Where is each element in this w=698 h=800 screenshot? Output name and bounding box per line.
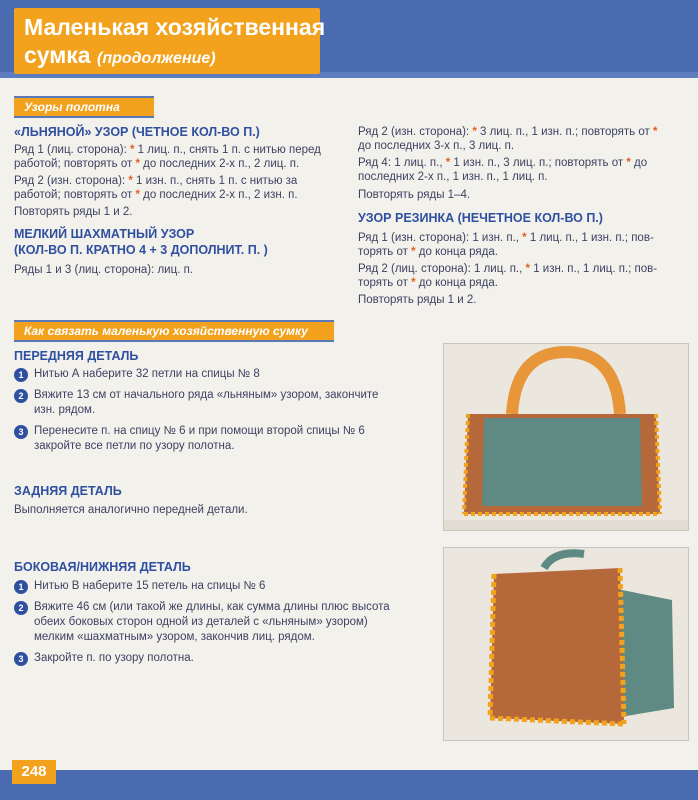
text: 1 изн. п., снять 1 п. с нитью за: [132, 175, 298, 187]
section-label-howto: Как связать маленькую хозяйственную сумку: [14, 322, 334, 340]
bag-front-illustration: [444, 344, 688, 530]
text: Ряд 1 (изн. сторона): 1 изн. п.,: [358, 232, 523, 244]
section-bar-howto: [14, 320, 334, 342]
page-title: Маленькая хозяйственная: [24, 14, 326, 40]
star-mark: *: [626, 157, 631, 169]
checker-repeat: Повторять ряды 1–4.: [358, 189, 471, 201]
step-number: 3: [14, 425, 28, 439]
front-step1: Нитью А наберите 32 петли на спицы № 8: [34, 368, 260, 380]
text: Ряд 4: 1 лиц. п.,: [358, 157, 446, 169]
step-number: 1: [14, 580, 28, 594]
front-step2-cont: изн. рядом.: [34, 404, 96, 416]
text: до конца ряда.: [415, 246, 498, 258]
bag-front-photo: [443, 343, 689, 531]
text: Ряд 2 (изн. сторона):: [14, 175, 129, 187]
star-mark: *: [411, 246, 416, 258]
star-mark: *: [472, 126, 477, 138]
star-mark: *: [652, 126, 658, 138]
text: 3 лиц. п., 1 изн. п.; повторять от: [476, 126, 653, 138]
front-heading: ПЕРЕДНЯЯ ДЕТАЛЬ: [14, 349, 139, 363]
side-step2: Вяжите 46 см (или такой же длины, как сумма длины плюс высота: [34, 601, 390, 613]
page-title-line2: [24, 42, 216, 69]
side-step1: Нитью В наберите 15 петель на спицы № 6: [34, 580, 266, 592]
text: до конца ряда.: [415, 277, 498, 289]
star-mark: *: [411, 277, 416, 289]
rib-row2-cont: [358, 276, 498, 291]
star-mark: *: [445, 157, 451, 169]
rib-heading: УЗОР РЕЗИНКА (НЕЧЕТНОЕ КОЛ-ВО П.): [358, 211, 603, 225]
linen-heading: «ЛЬНЯНОЙ» УЗОР (ЧЕТНОЕ КОЛ-ВО П.): [14, 125, 260, 139]
text: торять от: [358, 277, 412, 289]
front-step3: Перенесите п. на спицу № 6 и при помощи второй спицы № 6: [34, 425, 365, 437]
checker-row2: [358, 125, 657, 140]
linen-row1: [14, 143, 321, 158]
page-subtitle: (продолжение): [97, 50, 216, 67]
step-number: 3: [14, 652, 28, 666]
text: торять от: [358, 246, 412, 258]
side-step2-cont: обеих боковых сторон одной из деталей с «льняным» узором): [34, 616, 368, 628]
text: до последних 2-х п., 2 лиц. п.: [139, 158, 300, 170]
section-label-patterns: Узоры полотна: [14, 98, 154, 116]
step-number: 1: [14, 368, 28, 382]
checker-row2-cont: до последних 3-х п., 3 лиц. п.: [358, 140, 515, 152]
front-step3-cont: закройте все петли по узору полотна.: [34, 440, 235, 452]
text: 1 лиц. п., снять 1 п. с нитью перед: [134, 144, 321, 156]
page-number: 248: [12, 760, 56, 784]
rib-repeat: Повторять ряды 1 и 2.: [358, 294, 477, 306]
checker-row4-cont: последних 2-х п., 1 изн. п., 1 лиц. п.: [358, 171, 548, 183]
checker-rows13: Ряды 1 и 3 (лиц. сторона): лиц. п.: [14, 264, 194, 276]
star-mark: *: [135, 158, 140, 170]
linen-row2-cont: [14, 188, 298, 203]
text: работой; повторять от: [14, 158, 136, 170]
step-number: 2: [14, 601, 28, 615]
star-mark: *: [130, 144, 135, 156]
side-heading: БОКОВАЯ/НИЖНЯЯ ДЕТАЛЬ: [14, 560, 191, 574]
star-mark: *: [128, 175, 133, 187]
linen-row2: [14, 174, 297, 189]
text: работой; повторять от: [14, 189, 136, 201]
back-heading: ЗАДНЯЯ ДЕТАЛЬ: [14, 484, 122, 498]
text: 1 изн. п., 1 лиц. п.; пов-: [530, 263, 658, 275]
bag-side-illustration: [444, 548, 688, 740]
checker-heading: МЕЛКИЙ ШАХМАТНЫЙ УЗОР: [14, 227, 195, 241]
footer-band: [0, 770, 698, 800]
side-step3: Закройте п. по узору полотна.: [34, 652, 194, 664]
linen-repeat: Повторять ряды 1 и 2.: [14, 206, 133, 218]
front-step2: Вяжите 13 см от начального ряда «льняным» узором, закончите: [34, 389, 379, 401]
text: до последних 2-х п., 2 изн. п.: [139, 189, 298, 201]
rib-row1-cont: [358, 245, 498, 260]
side-step2-cont2: мелким «шахматным» узором, закончив лиц. рядом.: [34, 631, 315, 643]
section-bar-patterns: [14, 96, 154, 118]
step-number: 2: [14, 389, 28, 403]
back-text: Выполняется аналогично передней детали.: [14, 504, 248, 516]
star-mark: *: [522, 232, 527, 244]
star-mark: *: [135, 189, 140, 201]
text: 1 лиц. п., 1 изн. п.; пов-: [526, 232, 654, 244]
text: Ряд 1 (лиц. сторона):: [14, 144, 130, 156]
text: Ряд 2 (лиц. сторона): 1 лиц. п.,: [358, 263, 526, 275]
rib-row1: [358, 231, 654, 246]
bag-side-photo: [443, 547, 689, 741]
rib-row2: [358, 262, 657, 277]
checker-heading-line2: (КОЛ-ВО П. КРАТНО 4 + 3 ДОПОЛНИТ. П. ): [14, 243, 268, 257]
page-title-word: сумка: [24, 42, 91, 68]
star-mark: *: [525, 263, 530, 275]
checker-row4: [358, 156, 647, 171]
text: Ряд 2 (изн. сторона):: [358, 126, 473, 138]
text: 1 изн. п., 3 лиц. п.; повторять от: [450, 157, 627, 169]
text: до: [630, 157, 648, 169]
linen-row1-cont: [14, 157, 299, 172]
